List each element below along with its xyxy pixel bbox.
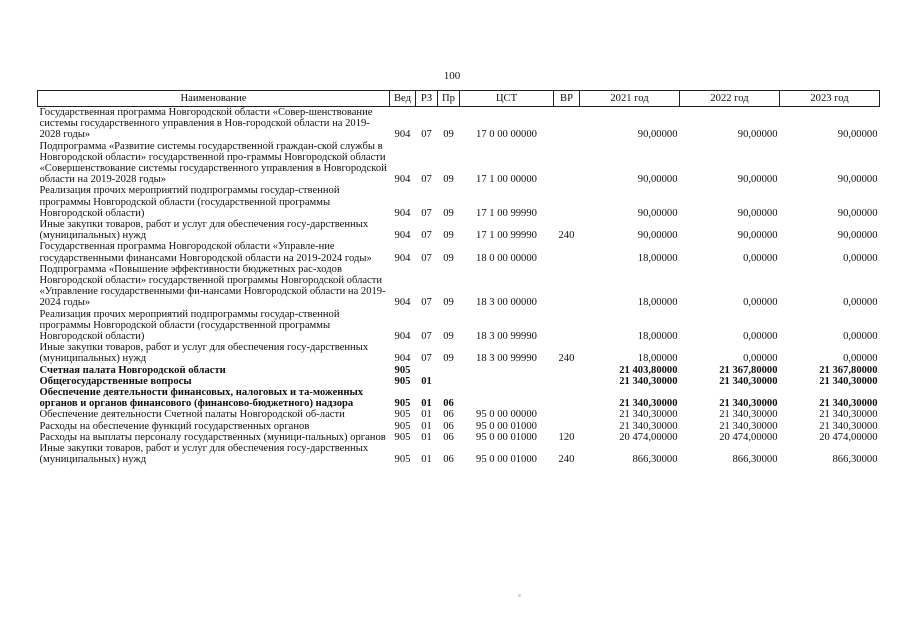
row-vr: 240 [558, 353, 575, 365]
row-2023: 20 474,00000 [819, 431, 878, 443]
row-ved: 904 [394, 174, 411, 186]
table-row [38, 342, 880, 364]
row-2022: 866,30000 [732, 454, 778, 466]
table-row [38, 387, 880, 409]
row-cst: 17 1 00 99990 [476, 207, 537, 219]
table-row [38, 107, 880, 141]
header-cst: ЦСТ [460, 91, 554, 107]
row-2022: 90,00000 [737, 207, 778, 219]
row-pr: 06 [443, 431, 454, 443]
table-row [38, 241, 880, 263]
row-2021: 21 340,30000 [619, 409, 678, 421]
row-2022: 90,00000 [737, 129, 778, 141]
row-name: Обеспечение деятельности Счетной палаты Новгородской об-ласти [39, 409, 345, 421]
row-ved: 905 [394, 398, 411, 410]
row-rz: 07 [421, 174, 432, 186]
row-pr: 09 [443, 297, 454, 309]
row-2023: 21 340,30000 [819, 375, 878, 387]
row-vr [554, 421, 580, 432]
row-vr: 240 [558, 454, 575, 466]
row-2021: 18,00000 [637, 353, 678, 365]
row-2021: 20 474,00000 [619, 431, 678, 443]
table-row [38, 185, 880, 219]
row-ved: 905 [394, 364, 411, 376]
row-vr [554, 264, 580, 309]
row-rz: 07 [421, 297, 432, 309]
table-row [38, 443, 880, 465]
row-rz: 07 [421, 353, 432, 365]
header-2021: 2021 год [580, 91, 680, 107]
row-pr: 06 [443, 420, 454, 432]
header-ved: Вед [390, 91, 416, 107]
table-body [38, 107, 880, 466]
row-2022: 21 367,80000 [719, 364, 778, 376]
budget-table [37, 90, 880, 466]
row-pr: 09 [443, 207, 454, 219]
row-2022: 0,00000 [743, 353, 778, 365]
row-2021: 18,00000 [637, 297, 678, 309]
row-rz: 01 [421, 454, 432, 466]
row-2022: 0,00000 [743, 252, 778, 264]
row-name: Реализация прочих мероприятий подпрограммы государ-ственной программы Новгородской области (государственной программы Новгородской области) [39, 185, 340, 219]
row-vr [554, 107, 580, 141]
row-name: Общегосударственные вопросы [39, 375, 192, 387]
row-pr: 09 [443, 252, 454, 264]
row-2021: 90,00000 [637, 230, 678, 242]
row-ved: 904 [394, 207, 411, 219]
row-vr: 120 [558, 431, 575, 443]
row-2021: 21 340,30000 [619, 420, 678, 432]
row-ved: 904 [394, 353, 411, 365]
row-2023: 0,00000 [843, 331, 878, 343]
row-ved: 904 [394, 331, 411, 343]
row-rz: 07 [421, 230, 432, 242]
row-rz: 01 [421, 409, 432, 421]
row-cst: 17 1 00 99990 [476, 230, 537, 242]
row-cst: 95 0 00 01000 [476, 420, 537, 432]
row-rz: 01 [421, 375, 432, 387]
row-2021: 21 403,80000 [619, 364, 678, 376]
row-ved: 904 [394, 297, 411, 309]
row-2022: 0,00000 [743, 331, 778, 343]
row-2021: 21 340,30000 [619, 375, 678, 387]
row-cst [460, 376, 554, 387]
row-ved: 905 [394, 375, 411, 387]
row-2023: 0,00000 [843, 297, 878, 309]
row-ved: 904 [394, 252, 411, 264]
row-2022: 21 340,30000 [719, 375, 778, 387]
row-ved: 905 [394, 431, 411, 443]
row-ved: 904 [394, 129, 411, 141]
row-2022: 21 340,30000 [719, 420, 778, 432]
row-2021: 21 340,30000 [619, 398, 678, 410]
row-name: Счетная палата Новгородской области [39, 364, 226, 376]
row-2023: 90,00000 [837, 129, 878, 141]
table-row [38, 219, 880, 241]
row-2023: 0,00000 [843, 353, 878, 365]
row-2021: 90,00000 [637, 174, 678, 186]
row-name: Подпрограмма «Повышение эффективности бюджетных рас-ходов Новгородской области» государственной программы Новгородской области «Управление государственными фи-нансами Новгородской области на 2019-2024 годы» [39, 263, 386, 309]
row-vr [554, 409, 580, 420]
header-vr: ВР [554, 91, 580, 107]
scan-speck [518, 594, 521, 597]
row-pr: 06 [443, 454, 454, 466]
header-2022: 2022 год [680, 91, 780, 107]
row-name: Подпрограмма «Развитие системы государственной граждан-ской службы в Новгородской области» государственной про-граммы Новгородской области «Совершенствование системы государственного управления в Новгородской области на 2019-2028 годы» [39, 140, 387, 186]
row-rz: 07 [421, 331, 432, 343]
row-name: Реализация прочих мероприятий подпрограммы государ-ственной программы Новгородской области (государственной программы Новгородской области) [39, 308, 340, 343]
row-cst: 95 0 00 01000 [476, 431, 537, 443]
row-pr: 09 [443, 331, 454, 343]
row-pr [438, 376, 460, 387]
row-name: Государственная программа Новгородской области «Совер-шенствование системы государственного управления в Нов-городской области на 2019-2028 годы» [39, 107, 373, 141]
row-cst: 95 0 00 01000 [476, 454, 537, 466]
row-pr [438, 365, 460, 376]
row-rz: 07 [421, 129, 432, 141]
row-2021: 90,00000 [637, 207, 678, 219]
row-2021: 18,00000 [637, 252, 678, 264]
row-cst: 17 1 00 00000 [476, 174, 537, 186]
row-vr: 240 [558, 230, 575, 242]
row-name: Иные закупки товаров, работ и услуг для обеспечения госу-дарственных (муниципальных) нужд [39, 219, 369, 242]
row-vr [554, 185, 580, 219]
table-row [38, 432, 880, 443]
row-pr: 09 [443, 230, 454, 242]
table-row [38, 309, 880, 343]
row-2021: 18,00000 [637, 331, 678, 343]
row-2023: 21 367,80000 [819, 364, 878, 376]
row-vr [554, 141, 580, 186]
row-name: Обеспечение деятельности финансовых, налоговых и та-моженных органов и органов финансового (финансово-бюджетного) надзора [39, 387, 364, 410]
row-rz: 07 [421, 207, 432, 219]
row-2022: 20 474,00000 [719, 431, 778, 443]
row-cst [460, 387, 554, 409]
row-2022: 90,00000 [737, 230, 778, 242]
page-number: 100 [443, 70, 461, 82]
row-2023: 90,00000 [837, 174, 878, 186]
row-pr: 09 [443, 353, 454, 365]
row-ved: 905 [394, 420, 411, 432]
row-cst: 18 3 00 99990 [476, 331, 537, 343]
row-rz: 07 [421, 252, 432, 264]
table-row [38, 264, 880, 309]
row-pr: 06 [443, 398, 454, 410]
row-cst [460, 365, 554, 376]
row-pr: 09 [443, 129, 454, 141]
row-rz: 01 [421, 398, 432, 410]
row-cst: 17 0 00 00000 [476, 129, 537, 141]
row-cst: 95 0 00 00000 [476, 409, 537, 421]
row-cst: 18 3 00 00000 [476, 297, 537, 309]
header-pr: Пр [438, 91, 460, 107]
table-row [38, 376, 880, 387]
row-2023: 21 340,30000 [819, 409, 878, 421]
row-2022: 21 340,30000 [719, 398, 778, 410]
row-2023: 866,30000 [832, 454, 878, 466]
table-row [38, 365, 880, 376]
row-pr: 09 [443, 174, 454, 186]
row-2022: 21 340,30000 [719, 409, 778, 421]
table-header-row [38, 91, 880, 107]
row-name: Государственная программа Новгородской области «Управле-ние государственными финансами Новгородской области на 2019-2024 годы» [39, 241, 372, 264]
table-row [38, 409, 880, 420]
row-rz: 01 [421, 420, 432, 432]
row-ved: 905 [394, 409, 411, 421]
table-row [38, 421, 880, 432]
row-name: Иные закупки товаров, работ и услуг для обеспечения госу-дарственных (муниципальных) нужд [39, 342, 369, 365]
row-2023: 90,00000 [837, 207, 878, 219]
header-2023: 2023 год [780, 91, 880, 107]
row-vr [554, 387, 580, 409]
header-name: Наименование [38, 91, 390, 107]
row-name: Иные закупки товаров, работ и услуг для обеспечения госу-дарственных (муниципальных) нужд [39, 443, 369, 466]
row-pr: 06 [443, 409, 454, 421]
row-ved: 905 [394, 454, 411, 466]
row-vr [554, 241, 580, 263]
row-2021: 866,30000 [632, 454, 678, 466]
row-ved: 904 [394, 230, 411, 242]
row-vr [554, 376, 580, 387]
row-vr [554, 365, 580, 376]
row-name: Расходы на выплаты персоналу государственных (муници-пальных) органов [39, 431, 386, 443]
row-vr [554, 309, 580, 343]
row-2023: 21 340,30000 [819, 420, 878, 432]
table-row [38, 141, 880, 186]
row-2023: 90,00000 [837, 230, 878, 242]
row-2023: 0,00000 [843, 252, 878, 264]
row-name: Расходы на обеспечение функций государственных органов [39, 420, 310, 432]
row-2023: 21 340,30000 [819, 398, 878, 410]
row-2021: 90,00000 [637, 129, 678, 141]
row-cst: 18 3 00 99990 [476, 353, 537, 365]
row-cst: 18 0 00 00000 [476, 252, 537, 264]
header-rz: РЗ [416, 91, 438, 107]
row-2022: 0,00000 [743, 297, 778, 309]
row-rz: 01 [421, 431, 432, 443]
row-rz [416, 365, 438, 376]
row-2022: 90,00000 [737, 174, 778, 186]
